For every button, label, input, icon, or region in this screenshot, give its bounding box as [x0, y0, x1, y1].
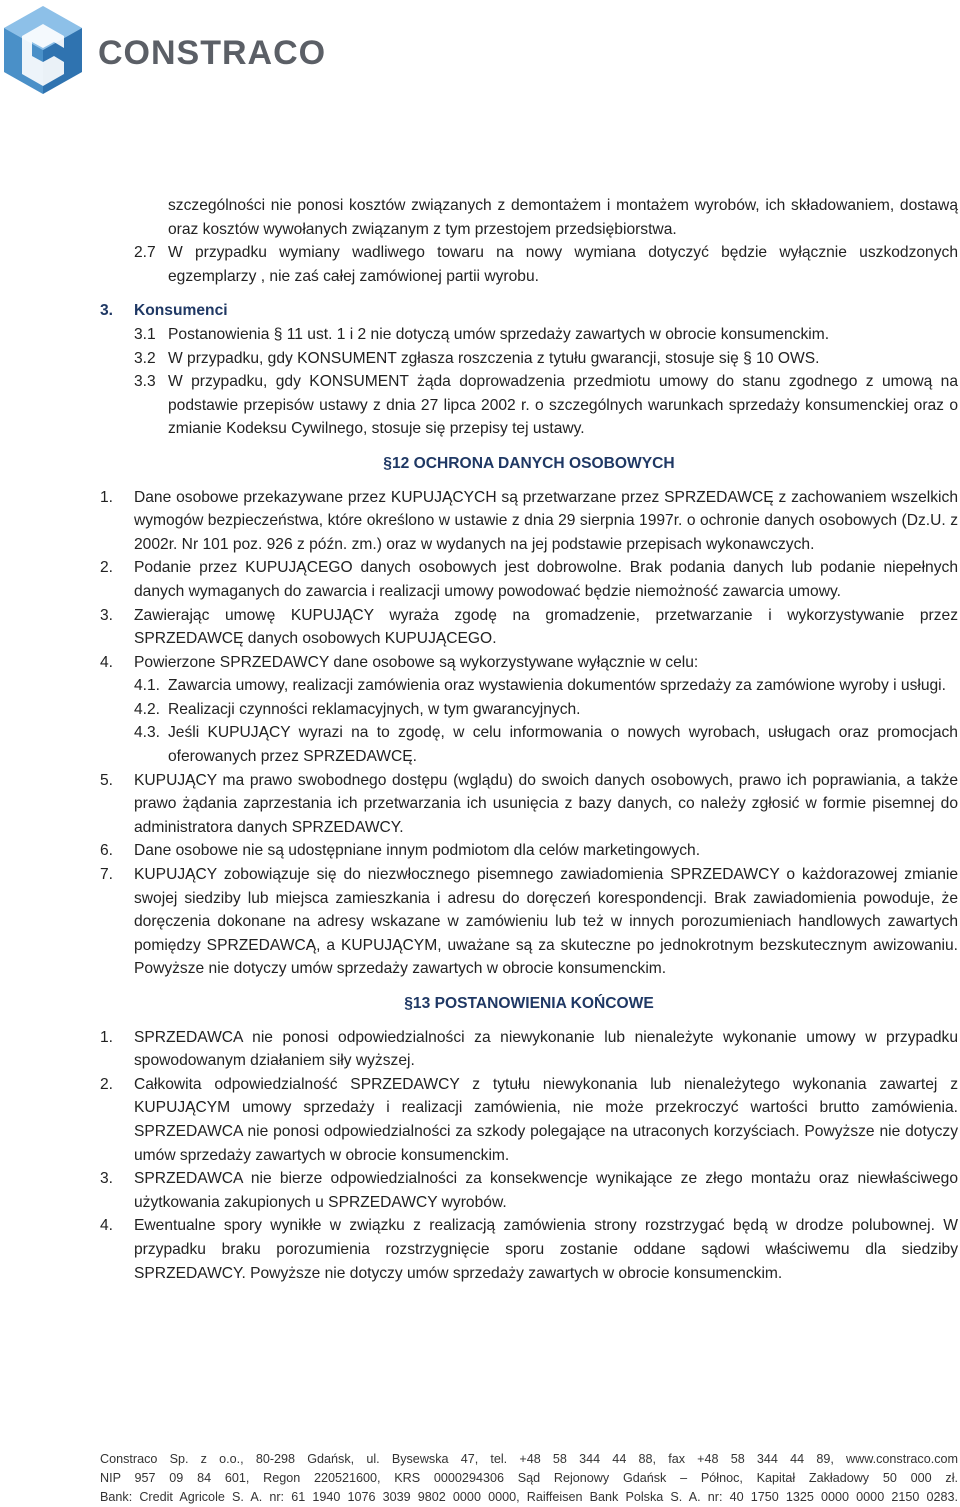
list-item: [100, 1214, 958, 1285]
item-text: Zawarcia umowy, realizacji zamówienia oraz wystawienia dokumentów sprzedaży za zamówione wyroby i usługi.: [168, 677, 946, 695]
item-text: Powierzone SPRZEDAWCY dane osobowe są wykorzystywane wyłącznie w celu:: [134, 653, 699, 671]
paragraph-13-heading: §13 POSTANOWIENIA KOŃCOWE: [404, 995, 654, 1012]
page-footer: [100, 1450, 958, 1507]
item-text: Podanie przez KUPUJĄCEGO danych osobowych jest dobrowolne. Brak podania danych lub podanie niepełnych danych wymaganych do zawarcia i realizacji umowy powodować będzie niemożność zawarcia umowy.: [134, 559, 958, 600]
sub-list-item: [134, 721, 958, 768]
list-item-2-7: [134, 241, 958, 288]
footer-bank: Bank: Credit Agricole S. A. nr: 61 1940 1076 3039 9802 0000 0000, Raiffeisen Bank Polska S. A. nr: 40 1750 1325 0000 0000 2150 0283.: [100, 1490, 958, 1504]
item-text: SPRZEDAWCA nie ponosi odpowiedzialności za niewykonanie lub nienależyte wykonanie umowy w przypadku spowodowanym działaniem siły wyższej.: [134, 1028, 958, 1070]
list-item-3-3: [134, 370, 958, 441]
list-item-3-1: [134, 323, 958, 347]
paragraph-12-heading: §12 OCHRONA DANYCH OSOBOWYCH: [383, 454, 675, 472]
document-body: [100, 194, 958, 1285]
item-number: 2.: [100, 559, 114, 577]
item-text: SPRZEDAWCA nie bierze odpowiedzialności za konsekwencje wynikające ze złego montażu oraz niewłaściwego użytkowania zakupionych u SPRZEDAWCY wyrobów.: [134, 1170, 958, 1211]
item-text: Dane osobowe nie są udostępniane innym podmiotom dla celów marketingowych.: [134, 842, 701, 860]
item-number: 3.2: [134, 349, 156, 367]
item-text: Jeśli KUPUJĄCY wyrazi na to zgodę, w celu informowania o nowych wyrobach, usługach oraz promocjach oferowanych przez SPRZEDAWCĘ.: [168, 724, 958, 766]
section-title: Konsumenci: [134, 302, 228, 320]
item-number: 6.: [100, 842, 114, 860]
item-number: 3.1: [134, 325, 156, 343]
section-number: 3.: [100, 302, 114, 320]
list-item: [100, 839, 958, 863]
item-text: W przypadku, gdy KONSUMENT zgłasza roszczenia z tytułu gwarancji, stosuje się § 10 OWS.: [168, 349, 820, 367]
list-item: [100, 604, 958, 651]
list-item: [100, 1073, 958, 1167]
list-item: [100, 556, 958, 603]
intro-continuation: szczególności nie ponosi kosztów związanych z demontażem i montażem wyrobów, ich składowaniem, dostawą oraz kosztów wywołanych związanym z tym przestojem przedsiębiorstwa.: [168, 197, 958, 238]
item-text: W przypadku wymiany wadliwego towaru na nowy wymiana dotyczyć będzie wyłącznie uszkodzonych egzemplarzy , nie zaś całej zamówionej partii wyrobu.: [168, 244, 958, 285]
item-number: 4.: [100, 1217, 114, 1235]
sub-list-item: [134, 674, 958, 698]
item-number: 4.2.: [134, 700, 161, 718]
item-text: W przypadku, gdy KONSUMENT żąda doprowadzenia przedmiotu umowy do stanu zgodnego z umową na podstawie przepisów ustawy z dnia 27 lipca 2002 r. o szczególnych warunkach sprzedaży konsumenckiej oraz o zmianie Kodeksu Cywilnego, stosuje się przepisy tej ustawy.: [168, 373, 958, 438]
list-item: [100, 863, 958, 981]
item-number: 4.1.: [134, 677, 161, 695]
item-number: 1.: [100, 1028, 114, 1046]
list-item: [100, 769, 958, 840]
footer-registry: NIP 957 09 84 601, Regon 220521600, KRS 0000294306 Sąd Rejonowy Gdańsk – Północ, Kapitał Zakładowy 50 000 zł.: [100, 1471, 958, 1485]
brand-name: CONSTRACO: [98, 34, 327, 72]
constraco-cube-icon: [2, 4, 84, 96]
item-text: Ewentualne spory wynikłe w związku z realizacją zamówienia strony rozstrzygać będą w drodze polubownej. W przypadku braku porozumienia rozstrzygnięcie sporu zostanie oddane sądowi właściwemu dla siedziby SPRZEDAWCY. Powyższe nie dotyczy umów sprzedaży zawartych w obrocie konsumenckim.: [134, 1217, 958, 1282]
sub-list-item: [134, 698, 958, 722]
item-text: Postanowienia § 11 ust. 1 i 2 nie dotyczą umów sprzedaży zawartych w obrocie konsumenckim.: [168, 325, 830, 343]
footer-address: Constraco Sp. z o.o., 80-298 Gdańsk, ul. Bysewska 47, tel. +48 58 344 44 88, fax +48 58 344 44 89, www.constraco.com: [100, 1452, 958, 1466]
list-item: [100, 1026, 958, 1073]
item-number: 4.: [100, 653, 114, 671]
item-number: 2.: [100, 1075, 114, 1093]
list-item: [100, 1167, 958, 1214]
list-item-3-2: [134, 347, 958, 371]
item-number: 2.7: [134, 244, 156, 262]
company-logo: [0, 4, 340, 98]
item-number: 4.3.: [134, 724, 161, 742]
item-number: 3.: [100, 606, 114, 624]
item-text: Realizacji czynności reklamacyjnych, w tym gwarancyjnych.: [168, 700, 581, 718]
item-number: 7.: [100, 866, 114, 884]
item-text: Zawierając umowę KUPUJĄCY wyraża zgodę na gromadzenie, przetwarzanie i wykorzystywanie przez SPRZEDAWCĘ danych osobowych KUPUJĄCEGO.: [134, 606, 958, 648]
item-number: 1.: [100, 488, 114, 506]
section-3-heading: [100, 299, 958, 323]
item-text: KUPUJĄCY zobowiązuje się do niezwłocznego pisemnego zawiadomienia SPRZEDAWCY o każdorazowej zmianie swojej siedziby lub miejsca zamieszkania i adresu do doręczeń korespondencji. Brak zawiadomienia powoduje, że doręczenia dokonane na adresy wskazane w zamówieniu lub też w innych porozumieniach handlowych zawartych pomiędzy SPRZEDAWCĄ, a KUPUJĄCYM, uważane są za skuteczne po jednokrotnym bezskutecznym awizowaniu. Powyższe nie dotyczy umów sprzedaży zawartych w obrocie konsumenckim.: [134, 866, 958, 978]
list-item: [100, 486, 958, 557]
item-text: Dane osobowe przekazywane przez KUPUJĄCYCH są przetwarzane przez SPRZEDAWCĘ z zachowaniem wszelkich wymogów bezpieczeństwa, które określono w ustawie z dnia 29 sierpnia 1997r. o ochronie danych osobowych (Dz.U. z 2002r. Nr 101 poz. 926 z późn. zm.) oraz w wydanych na jej podstawie przepisach wykonawczych.: [134, 488, 958, 553]
item-number: 3.: [100, 1170, 114, 1188]
list-item: [100, 651, 958, 675]
item-number: 5.: [100, 771, 114, 789]
item-text: KUPUJĄCY ma prawo swobodnego dostępu (wglądu) do swoich danych osobowych, prawo ich poprawiania, a także prawo żądania zaprzestania ich przetwarzania ich usunięcia z bazy danych, co należy zgłosić w formie pisemnej do administratora danych SPRZEDAWCY.: [134, 771, 958, 836]
item-text: Całkowita odpowiedzialność SPRZEDAWCY z tytułu niewykonania lub nienależytego wykonania zawartej z KUPUJĄCYM umowy sprzedaży i realizacji zamówienia, nie może przekroczyć wartości brutto zamówienia. SPRZEDAWCA nie ponosi odpowiedzialności za szkody polegające na utraconych korzyściach. Powyższe nie dotyczy umów sprzedaży zawartych w obrocie konsumenckim.: [134, 1075, 958, 1164]
item-number: 3.3: [134, 373, 156, 391]
